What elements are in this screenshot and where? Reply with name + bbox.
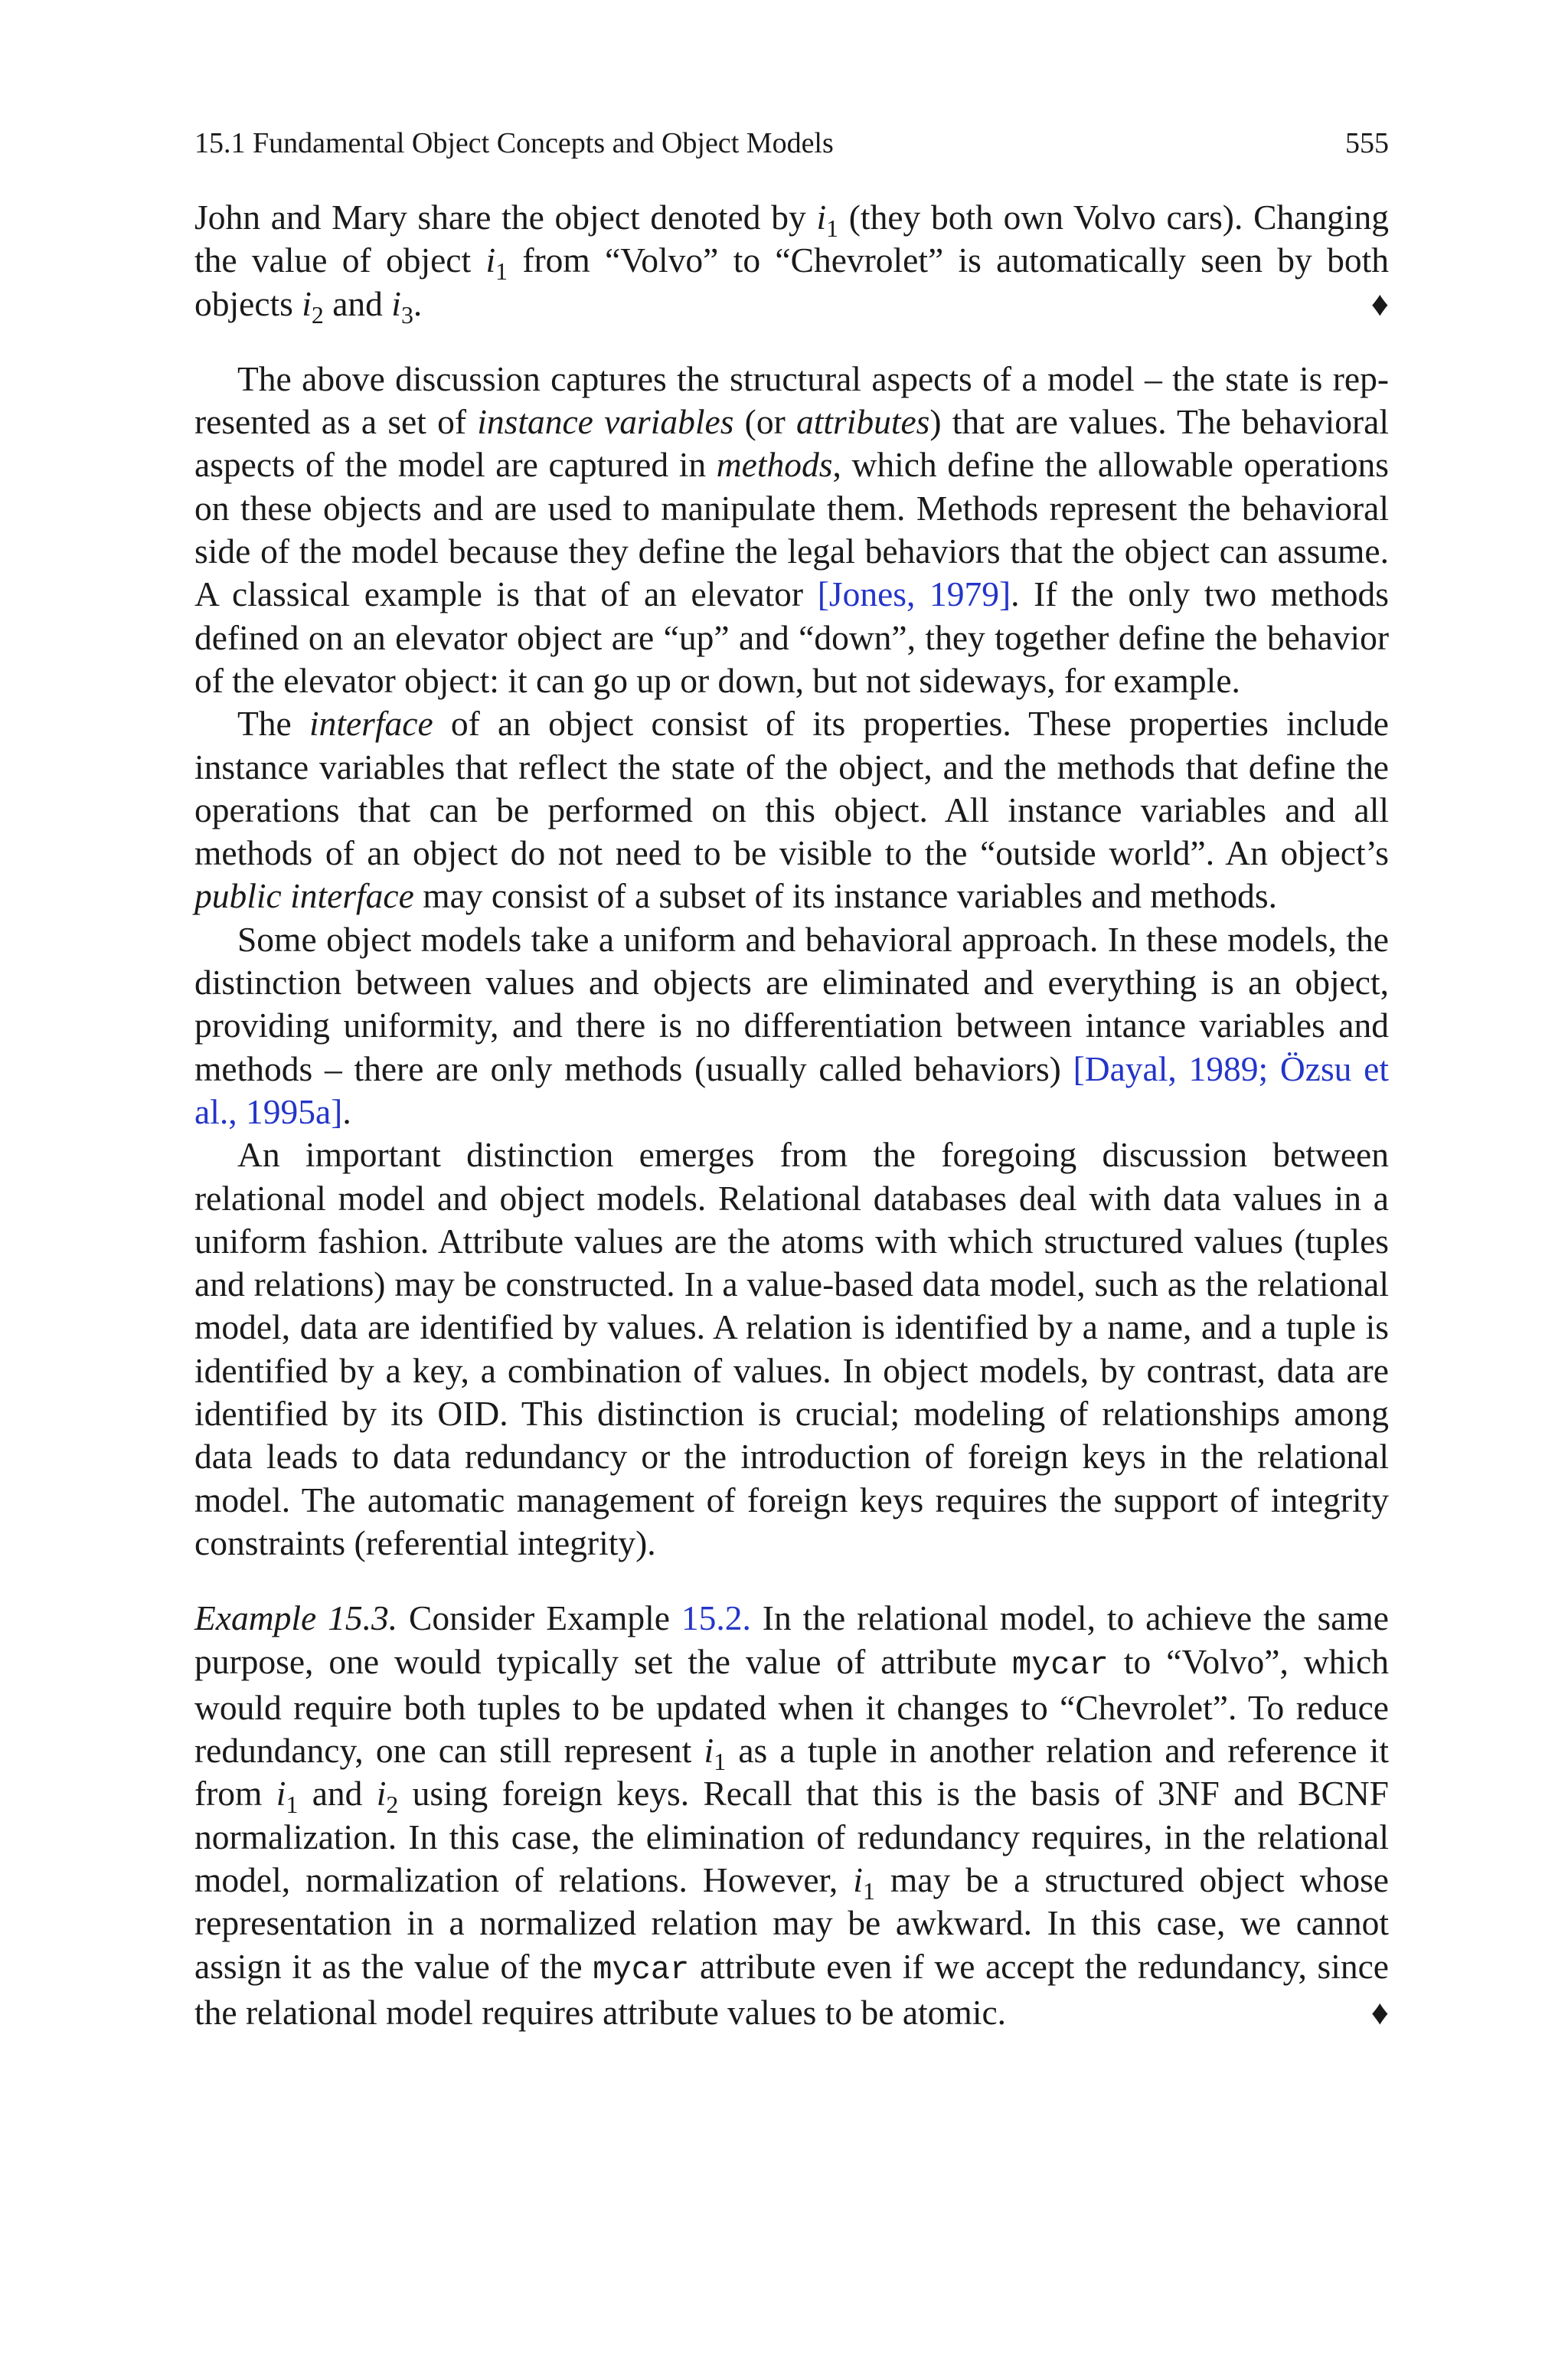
code-attribute: mycar xyxy=(1011,1646,1109,1683)
math-var: i xyxy=(485,240,496,280)
running-header xyxy=(194,123,1389,164)
math-var: i xyxy=(302,283,312,323)
paragraph-interface: The interface of an object consist of its properties. These properties include instance variables that reflect the state of the object, and the methods that define the operations that can be performed on this object. All instance variables and all methods of an object do not need to be visible to the “outside world”. An object’s public interface may consist of a subset of its instance variables and methods. xyxy=(194,704,1389,916)
math-var: i xyxy=(391,283,401,323)
paragraph-structural-aspects: The above discussion captures the structural aspects of a model – the state is represented as a set of instance variables (or attributes) that are values. The behavioral aspects of the model are captured in methods, which define the allowable operations on these objects and are used to manipulate them. Methods represent the behavioral side of the model because they define the legal behaviors that the object can assume. A classical example is that of an elevator [Jones, 1979]. If the only two methods defined on an elevator object are “up” and “down”, they together define the behavior of the elevator object: it can go up or down, but not sideways, for example. xyxy=(194,358,1389,700)
citation-link[interactable]: [Jones, 1979] xyxy=(817,574,1011,614)
main-text xyxy=(194,196,1389,2034)
example-reference-link[interactable]: 15.2. xyxy=(681,1598,751,1638)
math-var: i xyxy=(853,1860,863,1899)
citation-link[interactable]: [Dayal, 1989; Özsu et al., 1995a] xyxy=(194,1048,1390,1131)
section-title: 15.1 Fundamental Object Concepts and Object Models xyxy=(194,127,834,159)
paragraph-example-continuation: John and Mary share the object denoted by $i_1$ (they both own Volvo cars). Changing the value of object $i_1$ from “Volvo” to “Chevrolet” is automatically seen by both objects $i_2$ and $i_3$. ♦ xyxy=(194,198,1390,329)
math-var: i xyxy=(816,198,827,237)
page-number: 555 xyxy=(1345,127,1389,159)
math-var: i xyxy=(704,1731,714,1771)
paragraph-uniform-models: Some object models take a uniform and behavioral approach. In these models, the distinction between values and objects are eliminated and everything is an object, providing uniformity, and there is no differentiation between intance variables and methods – there are only methods (usually called behaviors) [Dayal, 1989; Özsu et al., 1995a]. xyxy=(194,919,1390,1131)
example-label: Example 15.3. xyxy=(194,1598,398,1638)
math-var: i xyxy=(376,1774,387,1814)
end-of-example-icon: ♦ xyxy=(1370,1992,1389,2032)
end-of-example-icon: ♦ xyxy=(1370,283,1389,323)
paragraph-example-15-3: Example 15.3. Consider Example 15.2. In the relational model, to achieve the same purpose, one would typically set the value of attribute mycar to “Volvo”, which would require both tuples to be updated when it changes to “Chevrolet”. To reduce redundancy, one can still represent $i_1$ as a tuple in another relation and reference it from $i_1$ and $i_2$ using foreign keys. Recall that this is the basis of 3NF and BCNF normalization. In this case, the elimination of redundancy requires, in the relational model, normalization of relations. However, $i_1$ may be a structured object whose representation in a normalized relation may be awkward. In this case, we cannot assign it as the value of the mycar attribute even if we accept the redundancy, since the relational model requires attribute values to be atomic. ♦ xyxy=(194,1597,1389,2034)
math-var: i xyxy=(276,1774,286,1814)
paragraph-relational-vs-object: An important distinction emerges from the foregoing discussion between relational model and object models. Relational databases deal with data values in a uniform fashion. Attribute values are the atoms with which structured values (tuples and relations) may be constructed. In a value-based data model, such as the relational model, data are identified by values. A relation is identified by a name, and a tuple is identified by a key, a combination of values. In object models, by contrast, data are identified by its OID. This distinction is crucial; modeling of relationships among data leads to data redundancy or the introduction of foreign keys in the relational model. The automatic management of foreign keys requires the support of integrity constraints (referential integrity). xyxy=(194,1135,1389,1562)
code-attribute: mycar xyxy=(593,1951,690,1988)
